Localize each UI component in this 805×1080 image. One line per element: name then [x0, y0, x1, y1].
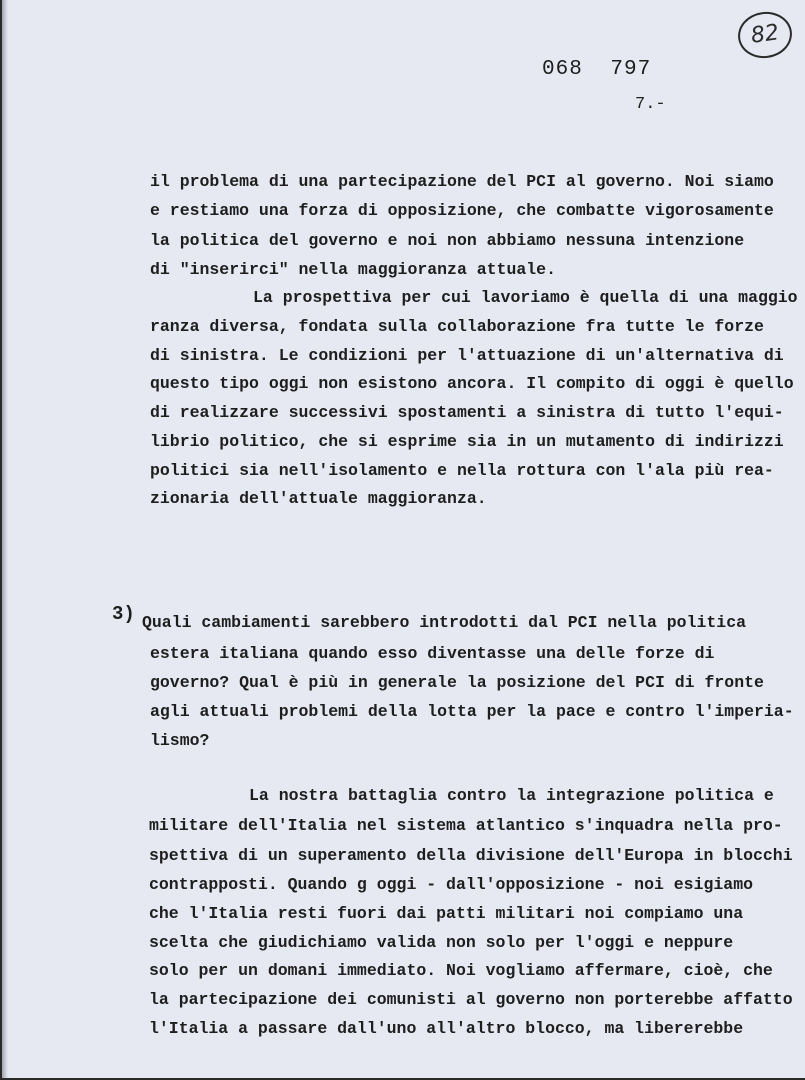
paragraph-line: e restiamo una forza di opposizione, che combatte vigorosamente	[150, 201, 774, 220]
paragraph-line: l'Italia a passare dall'uno all'altro blocco, ma libererebbe	[149, 1019, 744, 1038]
paragraph-line: di "inserirci" nella maggioranza attuale.	[150, 260, 556, 279]
paragraph-line: scelta che giudichiamo valida non solo per l'oggi e neppure	[149, 933, 734, 952]
question-number: 3)	[112, 603, 135, 625]
page-reference: 7.-	[635, 95, 666, 114]
paragraph-line: di realizzare successivi spostamenti a sinistra di tutto l'equi-	[150, 403, 784, 422]
paragraph-line: politici sia nell'isolamento e nella rottura con l'ala più rea-	[150, 461, 774, 480]
paragraph-line: che l'Italia resti fuori dai patti militari noi compiamo una	[149, 904, 744, 923]
paragraph-line: librio politico, che si esprime sia in un mutamento di indirizzi	[150, 432, 784, 451]
paragraph-line: di sinistra. Le condizioni per l'attuazione di un'alternativa di	[150, 346, 784, 365]
paragraph-line: zionaria dell'attuale maggioranza.	[150, 489, 487, 508]
paragraph-line: il problema di una partecipazione del PCI al governo. Noi siamo	[150, 172, 774, 191]
paragraph-line: la politica del governo e noi non abbiamo nessuna intenzione	[150, 231, 745, 250]
handwritten-page-number	[735, 8, 795, 61]
paragraph-line: contrapposti. Quando g oggi - dall'opposizione - noi esigiamo	[149, 875, 753, 894]
question-line: agli attuali problemi della lotta per la pace e contro l'imperia-	[150, 702, 794, 721]
paragraph-line: questo tipo oggi non esistono ancora. Il compito di oggi è quello	[150, 374, 794, 393]
question-line: estera italiana quando esso diventasse una delle forze di	[150, 644, 715, 663]
paragraph-line: spettiva di un superamento della divisione dell'Europa in blocchi	[149, 846, 793, 865]
question-line: lismo?	[150, 731, 210, 750]
paragraph-line: militare dell'Italia nel sistema atlantico s'inquadra nella pro-	[149, 816, 783, 835]
question-line: governo? Qual è più in generale la posizione del PCI di fronte	[150, 673, 764, 692]
paragraph-line: solo per un domani immediato. Noi vogliamo affermare, cioè, che	[149, 961, 773, 980]
paragraph-line: La nostra battaglia contro la integrazione politica e	[249, 786, 774, 805]
handwritten-page-number-text: 82	[749, 20, 781, 49]
paragraph-line: ranza diversa, fondata sulla collaborazione fra tutte le forze	[150, 317, 764, 336]
paragraph-line: la partecipazione dei comunisti al governo non porterebbe affatto	[149, 990, 793, 1009]
document-number: 068 797	[542, 58, 652, 81]
paragraph-line: La prospettiva per cui lavoriamo è quella di una maggio	[253, 288, 798, 307]
scan-edge-shadow	[2, 0, 8, 1078]
question-line: Quali cambiamenti sarebbero introdotti dal PCI nella politica	[142, 613, 746, 632]
